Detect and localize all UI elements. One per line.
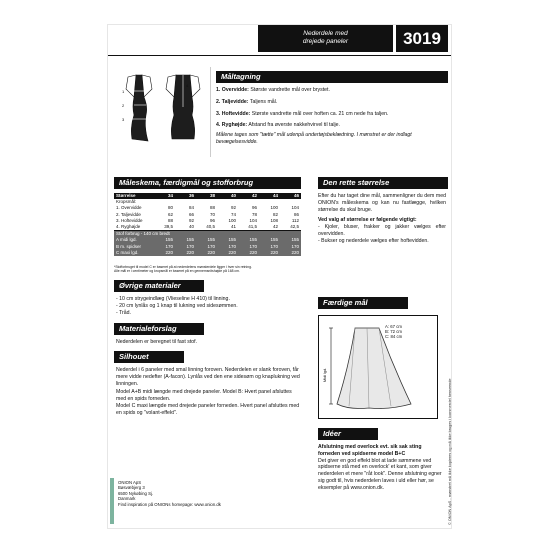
table-cell: 220 (280, 250, 301, 256)
address-line: Bøsvæbjerg 3 (118, 485, 145, 491)
size-table (114, 193, 301, 256)
table-cell: 70 (209, 211, 215, 217)
table-cell: 170 (238, 244, 259, 250)
table-cell: 78 (251, 211, 257, 217)
item-text: Afstand fra øverste nakkehvirvel til talje. (248, 122, 340, 129)
maltagning-list (216, 87, 448, 146)
svg-text:1: 1 (122, 89, 125, 94)
pattern-number: 3019 (396, 25, 448, 52)
table-cell: 80 (167, 205, 173, 211)
address-line: Find inspiration på ONIONs homepage: www.onion.dk (118, 501, 221, 507)
table-cell: 41,5 (248, 224, 257, 230)
table-cell: 220 (154, 250, 175, 256)
table-cell: 41 (230, 224, 236, 230)
table-cell: 4. Ryghøjde (116, 224, 141, 230)
footnote: Alle mål er i centimeter og kropsmål er baseret på en gennemsnitshøjde på 168 cm. (114, 269, 240, 274)
table-cell: 220 (238, 250, 259, 256)
table-cell: C maxi lgd. (114, 250, 154, 256)
table-cell: 42 (272, 224, 278, 230)
table-cell: 82 (272, 211, 278, 217)
table-cell: 3. Hoftevidde (116, 217, 143, 223)
measure-value: C: 84 cm (385, 334, 403, 340)
table-cell: 40 (188, 224, 194, 230)
ideer-text (318, 444, 443, 492)
faerdige-heading: Færdige mål (318, 297, 408, 309)
item-text: Største vandrette mål over brystet. (250, 87, 330, 93)
maltagning-item (216, 111, 448, 118)
list-item: - 10 cm strygeindlæg (Vlieseline H 410) til linning. (116, 296, 230, 302)
footnote: *Stofforbruget til model C er baseret på at nederdelens mønsterdele ligger i hver sin retning. (114, 265, 252, 269)
svg-text:4: 4 (186, 83, 189, 88)
ideer-paragraph: Det giver en god effekt blot at lade sømmene ved spidserne stå med en overlock' et kant, som giver nederdelen et mere "råt look". Denne afslutning egner sig godt til, hvis nederdelen laves i uld eller hør, se eksempler på www.onion.dk. (318, 457, 442, 491)
table-cell: B m. spidser (114, 244, 154, 250)
table-cell: 112 (291, 217, 299, 223)
ovrige-list (116, 296, 301, 316)
table-cell: 155 (217, 237, 238, 243)
table-cell: 220 (259, 250, 280, 256)
table-row (114, 224, 301, 231)
header-rule (108, 55, 451, 56)
item-term: Hoftevidde: (221, 110, 251, 117)
address-line: ONION ApS (118, 480, 142, 485)
table-cell: 84 (188, 205, 194, 211)
pattern-sheet (108, 25, 451, 528)
table-cell: 155 (238, 237, 259, 243)
table-cell: 96 (209, 217, 215, 223)
list-item: - Bukser og nederdele vælges efter hoftevidden. (318, 237, 429, 244)
table-cell: 2. Taljevidde (116, 211, 141, 217)
table-cell: 220 (175, 250, 196, 256)
table-cell: 66 (188, 211, 194, 217)
finished-measurements-box (318, 315, 438, 419)
maleskema-heading: Måleskema, færdigmål og stofforbrug (114, 177, 301, 189)
table-cell: 155 (280, 237, 301, 243)
silhouet-paragraph: Model A+B midi længde med drejede paneler. Model B: Hvert panel afsluttes med en spids forneden. (116, 389, 292, 403)
accent-bar (110, 478, 114, 524)
silhouet-paragraph: Model C maxi længde med drejede paneler forneden. Hvert panel afsluttes med en spids og "volant-effekt". (116, 402, 300, 416)
item-term: Overvidde: (221, 87, 249, 93)
storrelse-paragraph: Efter du har taget dine mål, sammenligner du dem med ONION's måleskema og kan nu fastlægge, hvilken størrelse du skal bruge. (318, 193, 446, 213)
svg-text:3: 3 (122, 117, 125, 122)
item-text: Taljens mål. (249, 98, 278, 105)
list-item: - Kjoler, bluser, frakker og jakker vælges efter overvidden. (318, 224, 446, 237)
measure-value: A: 67 cm (385, 324, 402, 329)
silhouet-paragraph: Nederdel i 6 paneler med smal linning foroven. Nederdelen er slank foroven, får mere vidde nedefter (A-facon). Lynlås ved den ene sidesøm og knaplukning ved linningen. (116, 367, 300, 387)
header-title-line2: drejede paneler (302, 38, 349, 45)
table-cell: 100 (270, 205, 278, 211)
table-row (114, 250, 301, 256)
table-cell: Kropsmål: (116, 199, 137, 205)
table-cell: 170 (196, 244, 217, 250)
table-cell: 42 (238, 193, 259, 199)
list-item: - Tråd. (116, 309, 131, 316)
table-cell: Stof forbrug - 140 cm bredt (114, 231, 301, 238)
table-cell: 170 (217, 244, 238, 250)
table-row (114, 231, 301, 238)
item-term: Ryghøjde: (221, 122, 248, 129)
table-cell: 34 (154, 193, 175, 199)
measurement-figure (114, 67, 211, 157)
body-measure-icon (114, 67, 210, 157)
table-cell: 1. Overvidde (116, 205, 142, 211)
materialeforslag-heading: Materialeforslag (114, 323, 204, 335)
header (108, 25, 451, 60)
maltagning-note: Målene tages som "tætte" mål udenpå undertøjsbeklædning. I mønstret er der indlagt bevægelsesvidde. (216, 132, 412, 145)
copyright-note: © ONION ApS - mønstret må ikke kopieres og må ikke bruges i kommerciel henseende (448, 378, 452, 525)
table-cell: 170 (280, 244, 301, 250)
table-cell: 104 (249, 217, 257, 223)
item-num: 2. (216, 98, 221, 105)
table-cell: 100 (228, 217, 236, 223)
table-cell: 104 (291, 205, 299, 211)
ideer-heading: Idéer (318, 428, 378, 440)
list-item: - 20 cm lynlås og 1 knap til lukning ved sidesømmen. (116, 302, 238, 309)
table-cell: 46 (280, 193, 301, 199)
storrelse-paragraph: Ved valg af størrelse er følgende vigtigt: (318, 217, 417, 224)
maltagning-item (216, 99, 448, 106)
table-cell: 92 (230, 205, 236, 211)
table-cell: 42,5 (290, 224, 299, 230)
header-title-line1: Nederdele med (303, 30, 348, 37)
finished-measurements-list (385, 324, 402, 340)
item-num: 1. (216, 87, 221, 93)
svg-text:2: 2 (122, 103, 125, 108)
table-cell: 155 (175, 237, 196, 243)
table-cell: 40,5 (206, 224, 215, 230)
table-cell: 88 (167, 217, 173, 223)
table-cell: 155 (259, 237, 280, 243)
maltagning-item (216, 87, 448, 94)
skirt-illustration (319, 316, 437, 418)
table-cell: 170 (259, 244, 280, 250)
table-cell: 39,5 (164, 224, 173, 230)
company-address (118, 480, 221, 507)
table-cell: 38 (196, 193, 217, 199)
table-cell: A midi lgd. (114, 237, 154, 243)
table-cell: 96 (251, 205, 257, 211)
storrelse-text (318, 193, 446, 245)
item-num: 3. (216, 110, 221, 117)
table-cell: 170 (154, 244, 175, 250)
table-cell: 220 (196, 250, 217, 256)
table-cell: 40 (217, 193, 238, 199)
table-cell: 74 (230, 211, 236, 217)
silhouet-text (116, 367, 301, 417)
table-cell: 44 (259, 193, 280, 199)
measure-value: B: 72 cm (385, 329, 402, 335)
storrelse-heading: Den rette størrelse (318, 177, 448, 189)
table-cell: 220 (217, 250, 238, 256)
maltagning-heading: Måltagning (216, 71, 448, 83)
maltagning-item (216, 122, 448, 129)
table-footnotes (114, 265, 301, 274)
ideer-bold: Afslutning med overlock evt. sik sak sting forneden ved spidserne model B+C (318, 444, 422, 457)
item-text: Største vandrette mål over hoften ca. 21 cm nede fra taljen. (251, 110, 389, 117)
table-cell: 86 (293, 211, 299, 217)
materialeforslag-text: Nederdelen er beregnet til fast stof. (116, 339, 198, 345)
table-cell: 155 (196, 237, 217, 243)
table-cell: 170 (175, 244, 196, 250)
ovrige-heading: Øvrige materialer (114, 280, 204, 292)
table-cell: 36 (175, 193, 196, 199)
table-cell: 155 (154, 237, 175, 243)
table-cell: 88 (209, 205, 215, 211)
address-line: 6500 Nykøbing Sj. (118, 490, 154, 496)
silhouet-heading: Silhouet (114, 351, 184, 363)
address-line: Danmark (118, 496, 136, 502)
table-cell: Størrelse (114, 193, 154, 199)
table-cell: 92 (188, 217, 194, 223)
table-cell: 62 (167, 211, 173, 217)
item-term: Taljevidde: (221, 98, 249, 105)
item-num: 4. (216, 122, 221, 129)
table-cell: 108 (270, 217, 278, 223)
length-axis-label: Midi lgd. (323, 367, 327, 382)
header-title (258, 25, 393, 52)
